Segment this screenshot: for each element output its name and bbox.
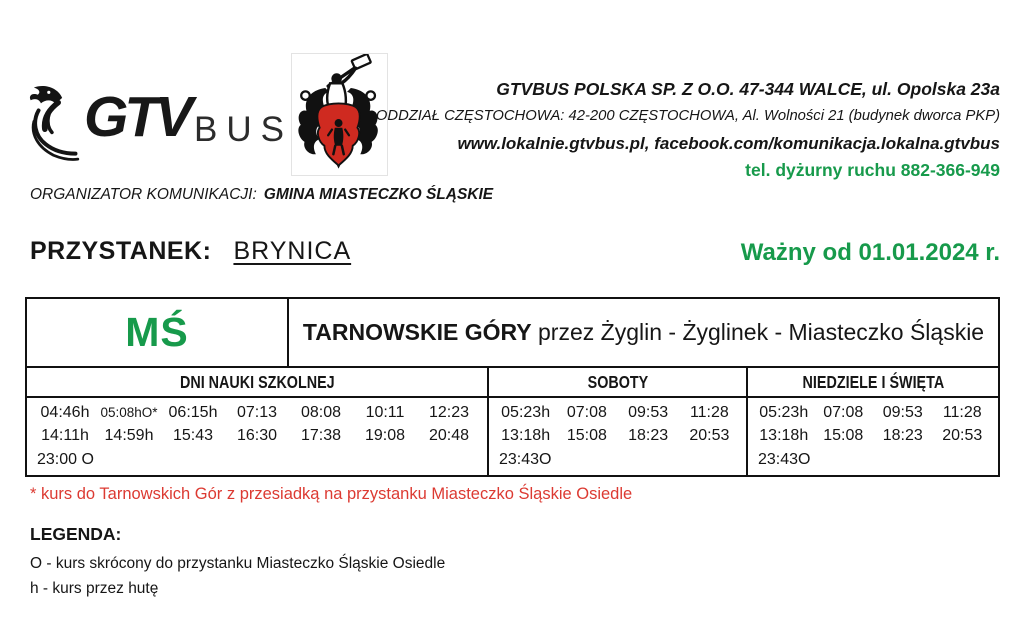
- time-value: 16:30: [236, 427, 278, 445]
- header-sundays: NIEDZIELE I ŚWIĘTA: [802, 371, 944, 392]
- time-value: 13:18h: [759, 427, 809, 445]
- time-value: 06:15h: [168, 403, 218, 421]
- legend-title: LEGENDA:: [30, 524, 122, 544]
- time-value: 18:23: [628, 427, 669, 445]
- company-web: www.lokalnie.gtvbus.pl, facebook.com/komunikacja.lokalna.gtvbus: [457, 134, 1000, 153]
- destination-main: TARNOWSKIE GÓRY: [302, 319, 532, 345]
- times-saturdays: [489, 398, 748, 475]
- time-row: [33, 448, 481, 472]
- time-value: 15:08: [566, 427, 607, 445]
- company-phone: tel. dyżurny ruchu 882-366-949: [745, 160, 1000, 180]
- organizer-line: [30, 186, 493, 204]
- times-sundays: [748, 398, 998, 475]
- organizer-label: ORGANIZATOR KOMUNIKACJI:: [30, 186, 257, 203]
- time-row: [495, 425, 740, 449]
- legend-item: O - kurs skrócony do przystanku Miasteczko Śląskie Osiedle: [30, 555, 446, 572]
- line-code-cell: [27, 299, 289, 366]
- destination-cell: [289, 299, 998, 366]
- times-row: [27, 398, 998, 475]
- time-value: 05:23h: [759, 403, 809, 421]
- time-value: 13:18h: [501, 427, 551, 445]
- destination-via: przez Żyglin - Żyglinek - Miasteczko Śląskie: [531, 319, 985, 345]
- time-value: 05:08hO*: [100, 405, 158, 421]
- time-value: 11:28: [942, 403, 982, 421]
- time-value: 09:53: [628, 403, 669, 421]
- time-value: 20:53: [942, 427, 983, 445]
- time-value: 14:59h: [104, 427, 154, 445]
- line-code: MŚ: [125, 309, 189, 355]
- stop-label: PRZYSTANEK:: [30, 237, 212, 265]
- company-info: [360, 76, 1000, 184]
- time-value: 15:08: [823, 427, 864, 445]
- time-row: [33, 425, 481, 449]
- footnote: * kurs do Tarnowskich Gór z przesiadką na przystanku Miasteczko Śląskie Osiedle: [30, 485, 633, 503]
- company-branch: ODDZIAŁ CZĘSTOCHOWA: 42-200 CZĘSTOCHOWA, Al. Wolności 21 (budynek dworca PKP): [375, 108, 1000, 124]
- legend: [30, 524, 445, 601]
- gtvbus-logo: [26, 70, 293, 175]
- company-address: GTVBUS POLSKA SP. Z O.O. 47-344 WALCE, ul. Opolska 23a: [496, 79, 1000, 99]
- time-value: 07:13: [236, 403, 278, 421]
- time-value: 17:38: [300, 427, 342, 445]
- time-value: 07:08: [823, 403, 864, 421]
- times-school-days: [27, 398, 489, 475]
- stop-name: BRYNICA: [233, 237, 352, 265]
- time-value: 23:43O: [499, 451, 552, 468]
- time-row: [495, 448, 740, 472]
- time-value: 09:53: [882, 403, 923, 421]
- time-value: 20:48: [428, 427, 470, 445]
- time-value: 10:11: [365, 403, 405, 421]
- time-value: 08:08: [300, 403, 342, 421]
- time-row: [754, 425, 992, 449]
- time-value: 19:08: [364, 427, 406, 445]
- time-row: [33, 401, 481, 425]
- day-type-header-row: [27, 368, 998, 398]
- time-value: 23:43O: [758, 451, 811, 468]
- time-value: 07:08: [566, 403, 607, 421]
- header-saturdays: SOBOTY: [489, 368, 748, 396]
- header-school-days: DNI NAUKI SZKOLNEJ: [27, 368, 489, 396]
- time-value: 11:28: [689, 403, 729, 421]
- timetable: [25, 297, 1000, 477]
- time-value: 20:53: [689, 427, 730, 445]
- time-value: 18:23: [882, 427, 923, 445]
- time-value: 15:43: [172, 427, 214, 445]
- valid-from: Ważny od 01.01.2024 r.: [740, 239, 1000, 266]
- time-row: [754, 401, 992, 425]
- legend-item: h - kurs przez hutę: [30, 579, 159, 597]
- timetable-header-row: [27, 299, 998, 368]
- time-value: 12:23: [428, 403, 470, 421]
- time-value: 04:46h: [40, 403, 90, 421]
- time-value: 05:23h: [501, 403, 551, 421]
- stop-row: [30, 237, 351, 266]
- logo-text-gtv: GTV: [84, 85, 190, 149]
- logo-text-bus: BUS: [194, 110, 293, 149]
- organizer-value: GMINA MIASTECZKO ŚLĄSKIE: [263, 186, 494, 203]
- time-row: [754, 448, 992, 472]
- eagle-icon: [26, 72, 92, 174]
- time-value: 23:00 O: [37, 451, 94, 468]
- time-value: 14:11h: [41, 427, 89, 445]
- time-row: [495, 401, 740, 425]
